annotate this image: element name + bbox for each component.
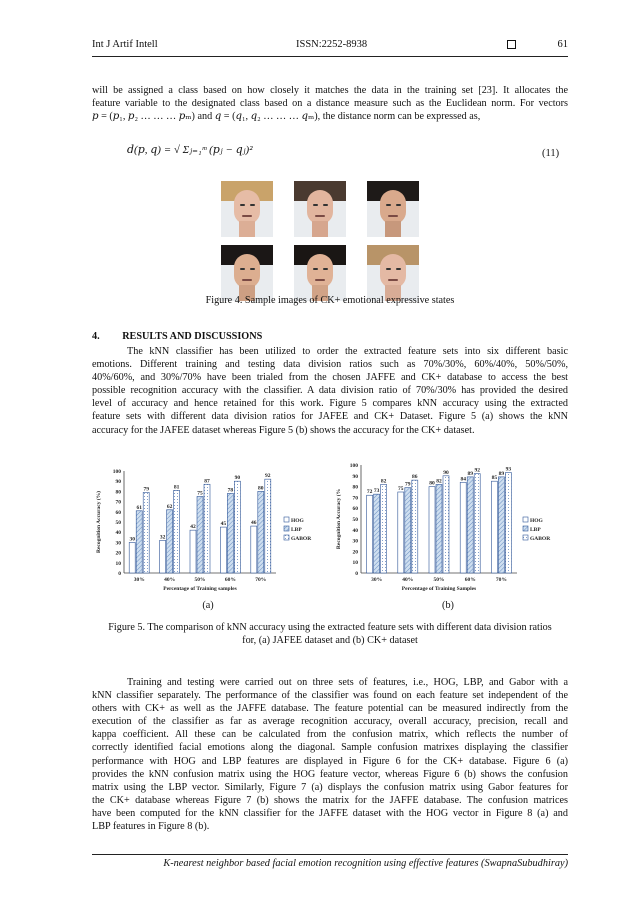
bar-lbp xyxy=(405,488,411,573)
data-label: 81 xyxy=(173,484,180,491)
figure4-caption: Figure 4. Sample images of CK+ emotional expressive states xyxy=(205,295,455,306)
data-label: 80 xyxy=(429,480,435,487)
y-tick-label: 50 xyxy=(352,517,358,523)
data-label: 93 xyxy=(505,466,512,473)
figure5-caption-line2: for, (a) JAFEE dataset and (b) CK+ dataset xyxy=(242,635,418,646)
y-tick-label: 30 xyxy=(352,538,358,545)
results-paragraph xyxy=(92,345,568,437)
bar-gabor xyxy=(412,480,418,573)
data-label: 45 xyxy=(220,521,227,528)
data-label: 84 xyxy=(460,476,466,483)
text-line: kNN classifier separately. The performance of the classifier was found on each feature set independent of the xyxy=(92,690,568,702)
y-tick-label: 80 xyxy=(352,484,358,491)
legend-label-hog: HOG xyxy=(530,518,543,524)
bar-hog xyxy=(398,492,404,573)
bar-hog xyxy=(190,530,196,573)
x-tick-label: 40% xyxy=(164,577,176,583)
bar-gabor xyxy=(505,473,511,573)
legend-swatch-gabor xyxy=(284,535,289,540)
text-line: 𝑝 = (𝑝₁, 𝑝₂ … … … 𝑝ₘ) and 𝑞 = (𝑞₁, 𝑞₂ … … … 𝑞ₘ), the distance norm can be expressed as, xyxy=(92,111,481,123)
data-label: 86 xyxy=(412,474,418,481)
bar-gabor xyxy=(234,481,240,573)
data-label: 79 xyxy=(143,486,149,493)
face-image xyxy=(221,245,273,301)
face-image xyxy=(221,181,273,237)
y-tick-label: 60 xyxy=(352,506,358,513)
text-line: kappa coefficient. All these can be calculated from the confusion matrix, which reflects the number of xyxy=(92,729,568,741)
text-line: The kNN classifier has been utilized to order the extracted feature sets into six different basic xyxy=(127,346,568,357)
data-label: 90 xyxy=(234,475,241,482)
legend-swatch-lbp xyxy=(523,526,528,531)
y-tick-label: 80 xyxy=(115,489,121,496)
text-line: 40%/60%, and 30%/70% have been trialed from the chosen JAFFE and CK+ database to access the best xyxy=(92,372,568,384)
x-tick-label: 30% xyxy=(133,577,145,583)
y-tick-label: 90 xyxy=(115,479,121,486)
bar-lbp xyxy=(374,494,380,573)
data-label: 30 xyxy=(129,536,135,543)
bar-gabor xyxy=(143,492,149,573)
running-footer: K-nearest neighbor based facial emotion recognition using effective features (SwapnaSubudhiray) xyxy=(163,858,568,869)
text-line: level of accuracy and hence retained for this work. Figure 5 compares kNN accuracy using the extracted xyxy=(92,398,568,410)
y-tick-label: 20 xyxy=(115,550,121,557)
y-tick-label: 30 xyxy=(115,540,121,547)
y-tick-label: 10 xyxy=(115,560,121,567)
bar-lbp xyxy=(436,484,442,573)
journal-name: Int J Artif Intell xyxy=(92,39,158,50)
y-tick-label: 40 xyxy=(352,527,358,534)
legend-label-lbp: LBP xyxy=(530,527,541,533)
y-axis-label: Recognition Accuracy (% xyxy=(336,488,342,550)
bar-lbp xyxy=(227,493,233,573)
text-line: LBP features in Figure 8 (b). xyxy=(92,821,210,833)
y-tick-label: 20 xyxy=(352,549,358,556)
bar-gabor xyxy=(174,490,180,573)
data-label: 80 xyxy=(258,485,264,492)
x-tick-label: 60% xyxy=(464,577,476,583)
section-title: RESULTS AND DISCUSSIONS xyxy=(122,331,263,342)
text-line: Training and testing were carried out on three sets of features, i.e., HOG, LBP, and Gabor with a xyxy=(127,677,568,688)
panel-a-label: (a) xyxy=(202,600,214,611)
square-icon xyxy=(507,40,516,49)
face-image xyxy=(367,181,419,237)
bar-hog xyxy=(160,540,166,573)
text-line: others with CK+ as well as the JAFFE database. The feature potential can be measured indirectly from the xyxy=(92,703,568,715)
text-line: have been computed for the kNN classifier for the JAFFE dataset with the HOG vector in Figure 8 (a) and xyxy=(92,807,568,819)
bar-gabor xyxy=(265,479,271,573)
intro-paragraph xyxy=(92,84,568,123)
face-image xyxy=(294,245,346,301)
y-tick-label: 90 xyxy=(352,473,358,480)
data-label: 75 xyxy=(197,490,203,497)
text-line: matrix using the LBP vector. Similarly, Figure 7 (a) displays the confusion matrix using Gabor features for xyxy=(92,781,568,793)
x-tick-label: 70% xyxy=(495,577,507,583)
legend-label-lbp: LBP xyxy=(291,527,302,533)
legend-swatch-lbp xyxy=(284,526,289,531)
bar-lbp xyxy=(258,491,264,573)
bar-hog xyxy=(460,482,466,573)
text-line: possible recognition accuracy with the classifier. A data division ratio of 70%/30% has provided the desired xyxy=(92,385,568,397)
panel-b-label: (b) xyxy=(442,600,454,611)
data-label: 46 xyxy=(251,520,257,527)
y-tick-label: 10 xyxy=(352,560,358,567)
data-label: 62 xyxy=(166,503,173,510)
legend-swatch-gabor xyxy=(523,535,528,540)
equation-text: 𝑑(𝑝, 𝑞) = √ Σⱼ₌₁ᵐ (𝑝ⱼ − 𝑞ⱼ)² xyxy=(127,144,253,156)
bar-lbp xyxy=(136,511,142,573)
data-label: 73 xyxy=(373,488,380,495)
x-tick-label: 50% xyxy=(433,577,445,583)
footer-rule xyxy=(92,854,568,855)
text-line: feature variable to the designated class based on a distance measure such as the Euclidean norm. For vectors xyxy=(92,98,568,110)
distance-equation xyxy=(127,143,253,156)
text-line: will be assigned a class based on how closely it matches the data in the training set [23]. It allocates the xyxy=(92,85,568,96)
section-heading xyxy=(92,331,262,342)
bar-hog xyxy=(129,542,135,573)
data-label: 79 xyxy=(405,481,411,488)
data-label: 92 xyxy=(474,467,480,474)
data-label: 82 xyxy=(380,478,387,485)
issn: ISSN:2252-8938 xyxy=(296,39,368,50)
bar-lbp xyxy=(498,477,504,573)
x-tick-label: 50% xyxy=(194,577,206,583)
data-label: 78 xyxy=(227,487,234,494)
data-label: 92 xyxy=(265,473,271,480)
bar-hog xyxy=(220,527,226,573)
x-tick-label: 40% xyxy=(402,577,414,583)
bar-gabor xyxy=(381,484,387,573)
text-line: the CK+ database whereas Figure 7 (b) shows the matrix for the JAFFE database. The confusion matrices xyxy=(92,794,568,806)
face-image xyxy=(367,245,419,301)
y-tick-label: 60 xyxy=(115,509,121,516)
text-line: correctly identified facial emotions along the diagonal. Sample confusion matrixes displaying the classifier xyxy=(92,742,568,754)
y-axis-label: Recognition Accuracy (%) xyxy=(96,490,102,554)
face-image xyxy=(294,181,346,237)
bar-hog xyxy=(429,487,435,573)
y-tick-label: 100 xyxy=(112,469,121,475)
y-tick-label: 50 xyxy=(115,520,121,526)
bar-lbp xyxy=(467,477,473,573)
bar-gabor xyxy=(474,474,480,573)
legend-label-hog: HOG xyxy=(291,518,304,524)
data-label: 72 xyxy=(366,489,373,496)
figure5-caption-line1: Figure 5. The comparison of kNN accuracy using the extracted feature sets with different data division ratios xyxy=(108,622,552,633)
data-label: 90 xyxy=(443,469,449,476)
bar-hog xyxy=(491,481,497,573)
bar-gabor xyxy=(443,476,449,573)
legend-swatch-hog xyxy=(523,517,528,522)
data-label: 32 xyxy=(159,534,166,541)
y-tick-label: 70 xyxy=(352,495,358,502)
bar-hog xyxy=(251,526,257,573)
data-label: 89 xyxy=(498,470,505,477)
header-rule xyxy=(92,56,568,57)
bar-lbp xyxy=(167,510,173,573)
text-line: provides the kNN confusion matrix using the HOG feature vector, whereas Figure 6 (b) shows the confusion xyxy=(92,768,568,780)
page-number: 61 xyxy=(557,39,568,50)
data-label: 42 xyxy=(190,524,196,531)
data-label: 85 xyxy=(491,475,498,482)
chart-b xyxy=(333,458,568,600)
y-tick-label: 0 xyxy=(355,571,358,577)
x-tick-label: 60% xyxy=(224,577,236,583)
text-line: emotions. Different training and testing data division ratios such as 70%/30%, 60%/40%, 50%/50%, xyxy=(92,359,568,371)
equation-number: (11) xyxy=(542,148,560,159)
data-label: 82 xyxy=(436,478,442,485)
text-line: performance with HOG and LBP features are displayed in Figure 6 for the CK+ database. Figure 6 (a) xyxy=(92,755,568,767)
legend-label-gabor: GABOR xyxy=(291,536,312,542)
bar-gabor xyxy=(204,484,210,573)
y-tick-label: 40 xyxy=(115,530,121,537)
data-label: 61 xyxy=(136,504,142,511)
text-line: execution of the classifier as far as average recognition accuracy, overall accuracy, precision, recall and xyxy=(92,716,568,728)
section-number: 4. xyxy=(92,331,100,342)
x-tick-label: 30% xyxy=(371,577,383,583)
x-axis-label: Percentage of Training Samples xyxy=(401,586,477,592)
text-line: feature sets with different data division ratios for JAFEE and CK+ Dataset. Figure 5 (a) shows the kNN xyxy=(92,411,568,423)
legend-label-gabor: GABOR xyxy=(530,536,551,542)
y-tick-label: 70 xyxy=(115,499,121,506)
data-label: 87 xyxy=(204,478,210,485)
text-line: accuracy for the JAFEE dataset whereas Figure 5 (b) shows the accuracy for the CK+ dataset. xyxy=(92,424,475,436)
bar-lbp xyxy=(197,497,203,574)
bar-hog xyxy=(367,495,373,573)
y-tick-label: 100 xyxy=(349,463,358,469)
data-label: 75 xyxy=(398,486,404,492)
x-tick-label: 70% xyxy=(255,577,267,583)
x-axis-label: Percentage of Training samples xyxy=(163,586,237,592)
data-label: 89 xyxy=(467,470,473,477)
chart-a xyxy=(92,462,332,602)
y-tick-label: 0 xyxy=(118,571,121,577)
legend-swatch-hog xyxy=(284,517,289,522)
training-paragraph xyxy=(92,676,568,833)
running-header xyxy=(92,39,568,53)
